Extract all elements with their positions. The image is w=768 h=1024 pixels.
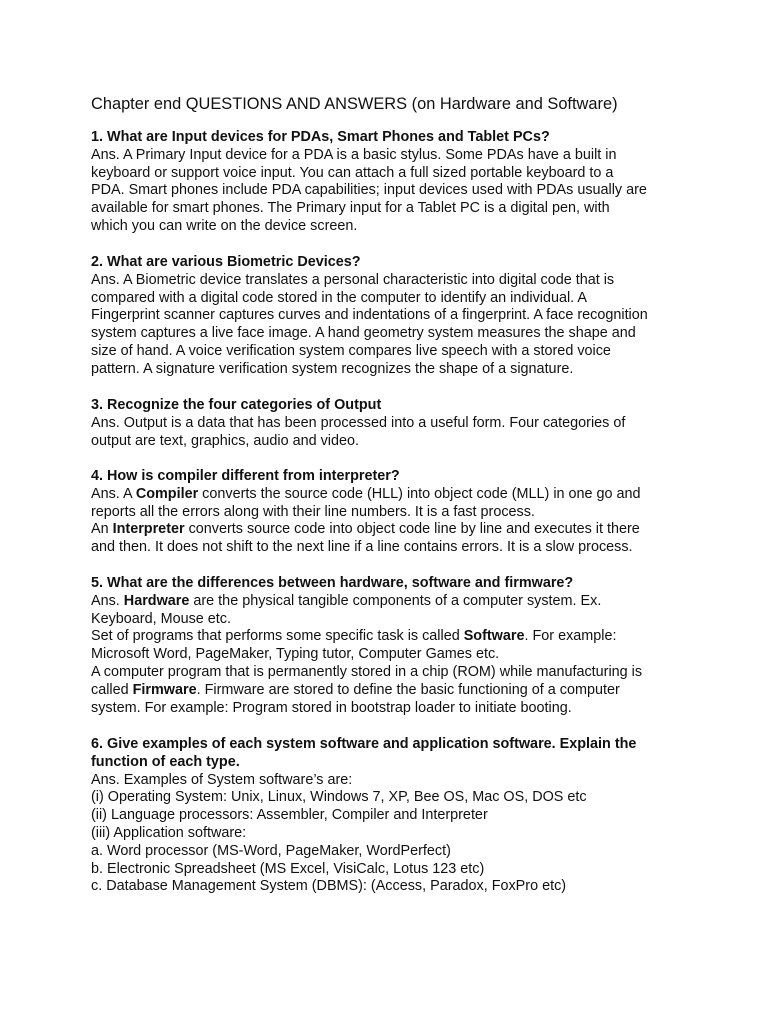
qa-item-6 (91, 736, 691, 896)
answer-line: (iii) Application software: (91, 824, 247, 841)
term-firmware: Firmware (132, 681, 197, 698)
answer-line (91, 486, 691, 504)
answer-text: are the physical tangible components of a computer system. Ex. (189, 592, 602, 609)
answer-line: reports all the errors along with their line numbers. It is a fast process. (91, 503, 535, 520)
answer-line: Keyboard, Mouse etc. (91, 610, 231, 627)
term-compiler: Compiler (135, 485, 199, 502)
answer-line: Ans. A Primary Input device for a PDA is a basic stylus. Some PDAs have a built in (91, 146, 617, 163)
answer-line: Ans. Examples of System software’s are: (91, 771, 353, 788)
answer-line: Microsoft Word, PageMaker, Typing tutor, Computer Games etc. (91, 646, 500, 663)
qa-item-4 (91, 468, 691, 557)
answer-line: PDA. Smart phones include PDA capabilities; input devices used with PDAs usually are (91, 182, 647, 199)
qa-item-3 (91, 397, 691, 450)
answer-line: system. For example: Program stored in bootstrap loader to initiate booting. (91, 699, 572, 716)
answer-line: keyboard or support voice input. You can attach a full sized portable keyboard to a (91, 164, 614, 181)
answer-line: c. Database Management System (DBMS): (Access, Paradox, FoxPro etc) (91, 878, 567, 895)
answer-line: (i) Operating System: Unix, Linux, Windows 7, XP, Bee OS, Mac OS, DOS etc (91, 789, 587, 806)
question-6: 6. Give examples of each system software and application software. Explain the (91, 736, 637, 752)
answer-text: Ans. A (91, 485, 136, 502)
answer-text: Ans. (91, 592, 124, 609)
question-6-continued: function of each type. (91, 753, 240, 770)
answer-line: A computer program that is permanently stored in a chip (ROM) while manufacturing is (91, 663, 643, 680)
answer-text: converts source code into object code line by line and executes it there (184, 521, 640, 538)
answer-text: . Firmware are stored to define the basic functioning of a computer (196, 681, 620, 698)
answer-line (91, 682, 691, 700)
answer-line: output are text, graphics, audio and video. (91, 432, 360, 449)
answer-line: Ans. Output is a data that has been processed into a useful form. Four categories of (91, 414, 626, 431)
qa-item-1 (91, 129, 691, 236)
qa-item-2 (91, 254, 691, 379)
answer-text: . For example: (524, 628, 617, 645)
answer-line: system captures a live face image. A hand geometry system measures the shape and (91, 325, 636, 342)
answer-line: pattern. A signature verification system recognizes the shape of a signature. (91, 360, 574, 377)
answer-3 (91, 415, 691, 451)
answer-1 (91, 147, 691, 236)
answer-line: which you can write on the device screen. (91, 217, 358, 234)
answer-5 (91, 593, 691, 718)
answer-text: called (91, 681, 133, 698)
question-3: 3. Recognize the four categories of Output (91, 397, 382, 413)
answer-line: b. Electronic Spreadsheet (MS Excel, VisiCalc, Lotus 123 etc) (91, 860, 485, 877)
term-hardware: Hardware (123, 592, 190, 609)
answer-text: converts the source code (HLL) into object code (MLL) in one go and (198, 485, 641, 502)
answer-line: and then. It does not shift to the next line if a line contains errors. It is a slow process. (91, 539, 633, 556)
answer-line: (ii) Language processors: Assembler, Compiler and Interpreter (91, 807, 488, 824)
answer-6 (91, 772, 691, 897)
answer-line: compared with a digital code stored in the computer to identify an individual. A (91, 289, 587, 306)
question-4: 4. How is compiler different from interpreter? (91, 468, 400, 484)
answer-line: available for smart phones. The Primary input for a Tablet PC is a digital pen, with (91, 200, 610, 217)
answer-4 (91, 486, 691, 557)
term-software: Software (463, 628, 525, 645)
question-5: 5. What are the differences between hardware, software and firmware? (91, 575, 574, 591)
document-title: Chapter end QUESTIONS AND ANSWERS (on Hardware and Software) (91, 95, 618, 113)
answer-text: Set of programs that performs some specific task is called (91, 628, 464, 645)
term-interpreter: Interpreter (112, 521, 185, 538)
answer-line: Fingerprint scanner captures curves and indentations of a fingerprint. A face recognition (91, 307, 648, 324)
question-1: 1. What are Input devices for PDAs, Smart Phones and Tablet PCs? (91, 129, 550, 145)
answer-line (91, 593, 691, 611)
answer-text: An (91, 521, 113, 538)
question-2: 2. What are various Biometric Devices? (91, 254, 361, 270)
qa-item-5 (91, 575, 691, 717)
answer-2 (91, 272, 691, 379)
answer-line (91, 521, 691, 539)
answer-line (91, 628, 691, 646)
answer-line: size of hand. A voice verification system compares live speech with a stored voice (91, 342, 611, 359)
answer-line: a. Word processor (MS-Word, PageMaker, WordPerfect) (91, 842, 451, 859)
answer-line: Ans. A Biometric device translates a personal characteristic into digital code that is (91, 271, 615, 288)
